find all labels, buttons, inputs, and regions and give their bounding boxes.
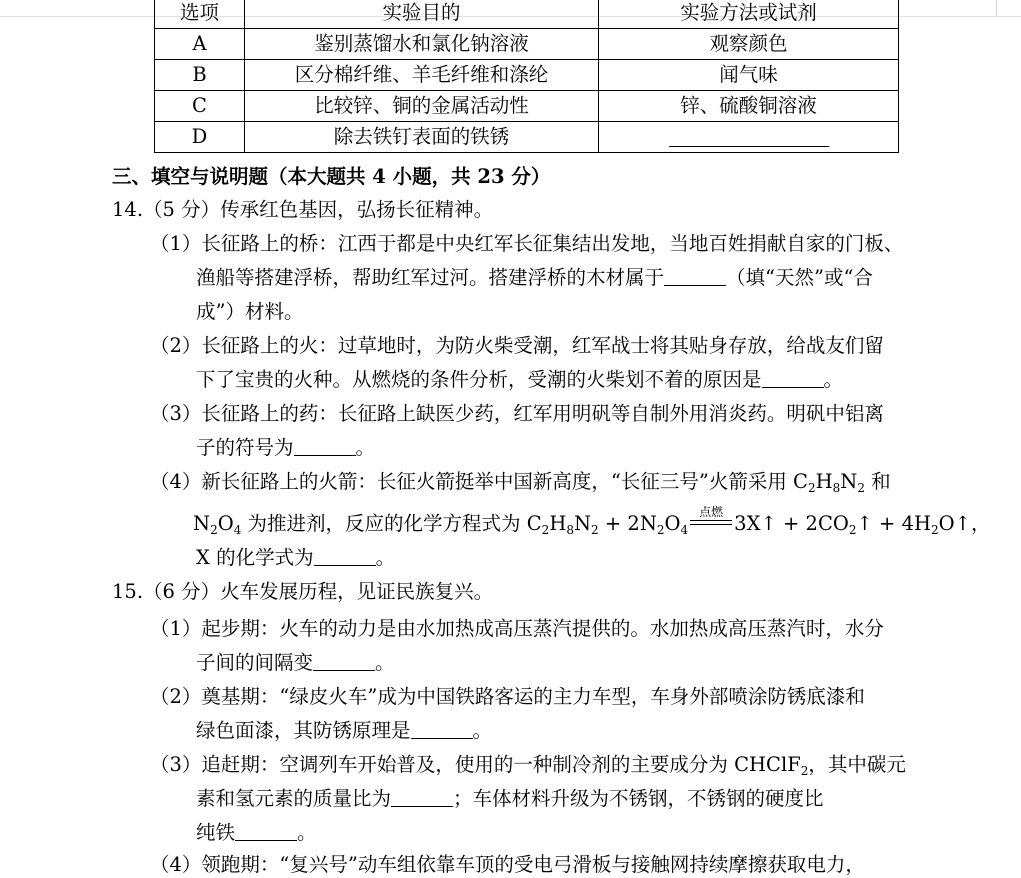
table-row: [155, 91, 899, 122]
q14-part1-line3: 成”）材料。: [196, 300, 304, 323]
answer-blank[interactable]: [669, 128, 829, 147]
q14-part3-line2: 子的符号为 。: [196, 436, 376, 459]
q15-part1-line2: 子间的间隔变 。: [196, 651, 395, 674]
q15-part1-line1: （1）起步期：火车的动力是由水加热成高压蒸汽提供的。水加热成高压蒸汽时，水分: [150, 617, 884, 640]
q15-part3-line2: 素和氢元素的质量比为 ；车体材料升级为不锈钢，不锈钢的硬度比: [196, 787, 824, 810]
table-row: [155, 29, 899, 60]
q15-part2-line1: （2）奠基期：“绿皮火车”成为中国铁路客运的主力车型，车身外部喷涂防锈底漆和: [150, 685, 865, 708]
method-cell: 锌、硫酸铜溶液: [599, 91, 899, 122]
purpose-cell: 鉴别蒸馏水和氯化钠溶液: [245, 29, 599, 60]
answer-blank[interactable]: [411, 720, 473, 739]
q14-part1-line1: （1）长征路上的桥：江西于都是中央红军长征集结出发地，当地百姓捐献自家的门板、: [150, 232, 904, 255]
table-row: [155, 60, 899, 91]
header-cell: 实验目的: [245, 0, 599, 29]
q14-part4-equation-line: $N_2O_4$ 为推进剂，反应的化学方程式为 $C_2H_8N_2 + 2N_2O_4$ 点燃 3X↑ + $2CO_2↑$ + $4H_2O↑$，: [193, 505, 991, 537]
q14-part1-line2: 渔船等搭建浮桥，帮助红军过河。搭建浮桥的木材属于 （填“天然”或“合: [196, 266, 873, 289]
q14-part4-line1: （4）新长征路上的火箭：长征火箭挺举中国新高度，“长征三号”火箭采用 $C_2H_8N_2$ 和: [150, 470, 891, 495]
purpose-cell: 区分棉纤维、羊毛纤维和涤纶: [245, 60, 599, 91]
purpose-cell: 比较锌、铜的金属活动性: [245, 91, 599, 122]
option-cell: D: [155, 122, 245, 153]
answer-blank[interactable]: [762, 369, 824, 388]
header-cell: 选项: [155, 0, 245, 29]
table-row: [155, 122, 899, 153]
option-cell: C: [155, 91, 245, 122]
table-header-row: [155, 0, 899, 29]
q14-part2-line2: 下了宝贵的火种。从燃烧的条件分析，受潮的火柴划不着的原因是 。: [196, 368, 844, 391]
answer-blank[interactable]: [294, 437, 356, 456]
q15-part2-line2: 绿色面漆，其防锈原理是 。: [196, 719, 493, 742]
answer-blank[interactable]: [235, 822, 297, 841]
answer-blank[interactable]: [314, 547, 376, 566]
q14-stem: 14.（5 分）传承红色基因，弘扬长征精神。: [112, 198, 494, 221]
q14-part3-line1: （3）长征路上的药：长征路上缺医少药，红军用明矾等自制外用消炎药。明矾中铝离: [150, 402, 884, 425]
q15-part3-line3: 纯铁 。: [196, 821, 317, 844]
method-cell: 闻气味: [599, 60, 899, 91]
option-cell: B: [155, 60, 245, 91]
answer-blank[interactable]: [664, 267, 726, 286]
reaction-condition-sign: 点燃: [688, 516, 734, 533]
section-heading: 三、填空与说明题（本大题共 4 小题，共 23 分）: [112, 165, 551, 188]
equals-sign: [690, 520, 732, 525]
header-cell: 实验方法或试剂: [599, 0, 899, 29]
method-cell: 观察颜色: [599, 29, 899, 60]
q14-part2-line1: （2）长征路上的火：过草地时，为防火柴受潮，红军战士将其贴身存放，给战友们留: [150, 334, 884, 357]
q15-part4-line1: （4）领跑期：“复兴号”动车组依靠车顶的受电弓滑板与接触网持续摩擦获取电力，: [150, 853, 865, 876]
answer-blank[interactable]: [391, 788, 453, 807]
q15-part3-line1: （3）追赶期：空调列车开始普及，使用的一种制冷剂的主要成分为 CHClF$_2$，其中碳元: [150, 753, 906, 778]
top-bar-divider: [996, 0, 997, 16]
purpose-cell: 除去铁钉表面的铁锈: [245, 122, 599, 153]
experiment-table: [154, 0, 899, 153]
option-cell: A: [155, 29, 245, 60]
q15-stem: 15.（6 分）火车发展历程，见证民族复兴。: [112, 580, 494, 603]
q14-part4-line3: X 的化学式为 。: [196, 546, 396, 569]
answer-blank[interactable]: [313, 652, 375, 671]
method-cell: [599, 122, 899, 153]
